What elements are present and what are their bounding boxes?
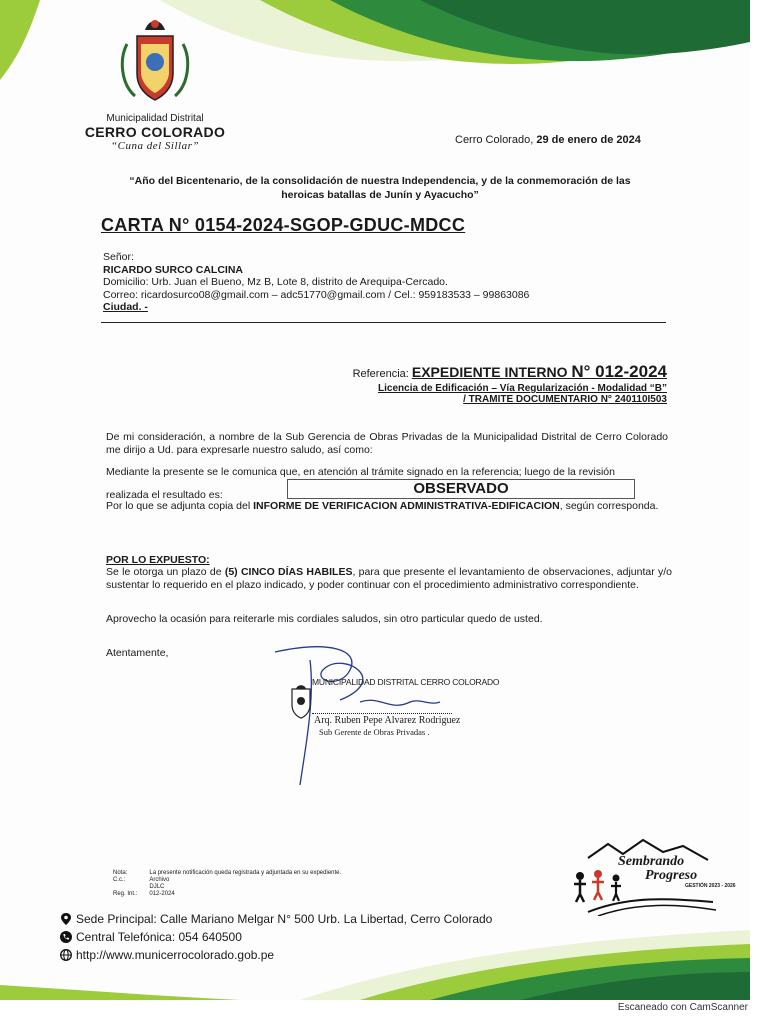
location-pin-icon [60,913,72,925]
signatory-role: Sub Gerente de Obras Privadas . [319,727,430,737]
recipient-name: RICARDO SURCO CALCINA [103,263,243,276]
reference-number: N° 012-2024 [571,362,667,381]
stamp-crest-icon [288,683,314,719]
brand-line2: Progreso [645,868,698,883]
municipality-logo-block [80,14,230,152]
reference-tramite: / TRAMITE DOCUMENTARIO N° 240110I503 [463,394,667,405]
footer-contact [60,910,492,964]
body-paragraph-deadline: Se le otorga un plazo de (5) CINCO DÍAS HABILES, para que presente el levantamiento de observaciones, adjuntar y/o sustentar lo requerido en el plazo indicado, y poder continuar con el procedimiento administrativo correspondiente. [106,566,672,591]
letter-date: Cerro Colorado, 29 de enero de 2024 [455,134,641,146]
result-observado-box: OBSERVADO [287,479,635,499]
scanner-watermark: Escaneado con CamScanner [617,1002,748,1013]
addressee-block [103,251,529,314]
result-label: realizada el resultado es: [106,489,223,501]
footer-website[interactable]: http://www.municerrocolorado.gob.pe [76,948,275,962]
letter-title: CARTA N° 0154-2024-SGOP-GDUC-MDCC [101,215,466,235]
reference-license: Licencia de Edificación – Vía Regularización - Modalidad “B” [378,383,667,394]
coat-of-arms-icon [115,14,195,106]
municipality-small-label: Municipalidad Distrital [106,113,204,124]
body-paragraph-attachment: Por lo que se adjunta copia del INFORME DE VERIFICACION ADMINISTRATIVA-EDIFICACION, según corresponda. [106,500,659,512]
recipient-city: Ciudad. - [103,301,148,313]
closing-text: Atentamente, [106,647,169,659]
salutation: Señor: [103,251,134,263]
separator-line [101,322,666,323]
reference-expediente: EXPEDIENTE INTERNO [411,364,572,380]
recipient-contact: Correo: ricardosurco08@gmail.com – adc51770@gmail.com / Cel.: 959183533 – 99863086 [103,288,530,301]
body-paragraph-notice: Mediante la presente se le comunica que, en atención al trámite signado en la referencia; luego de la revisión [106,466,615,478]
body-paragraph-greeting: De mi consideración, a nombre de la Sub Gerencia de Obras Privadas de la Municipalidad Distrital de Cerro Colorado me dirijo a Ud. para expresarle nuestro saludo, así como: [106,431,668,456]
globe-icon [60,949,72,961]
notes-block: Nota: La presente notificación queda registrada y adjuntada en su expediente. C.c.: Archivo DJLC Reg. Int.: 012-2024 [113,870,342,897]
reference-block [337,362,667,405]
brand-line1: Sembrando [618,854,685,869]
footer-address: Sede Principal: Calle Mariano Melgar N° 500 Urb. La Libertad, Cerro Colorado [76,912,493,926]
signatory-name: Arq. Ruben Pepe Alvarez Rodriguez [314,715,461,726]
year-motto: “Año del Bicentenario, de la consolidación de nuestra Independencia, y de la conmemoración de las heroicas batallas de Junín y Ayacucho” [129,175,631,201]
municipality-motto: “Cuna del Sillar” [111,140,199,152]
phone-icon [60,931,72,943]
footer-phone: Central Telefónica: 054 640500 [76,930,242,944]
municipality-name: CERRO COLORADO [84,124,226,140]
reference-label: Referencia: [352,368,412,380]
expuesto-heading: POR LO EXPUESTO: [106,554,210,566]
recipient-address: Domicilio: Urb. Juan el Bueno, Mz B, Lote 8, distrito de Arequipa-Cercado. [103,276,448,288]
brand-line3: GESTIÓN 2023 - 2026 [685,883,736,889]
signature-stamp-text: MUNICIPALIDAD DISTRITAL CERRO COLORADO [312,677,500,687]
body-paragraph-farewell: Aprovecho la ocasión para reiterarle mis cordiales saludos, sin otro particular quedo de usted. [106,613,543,625]
signature-dotted-line [312,713,452,714]
